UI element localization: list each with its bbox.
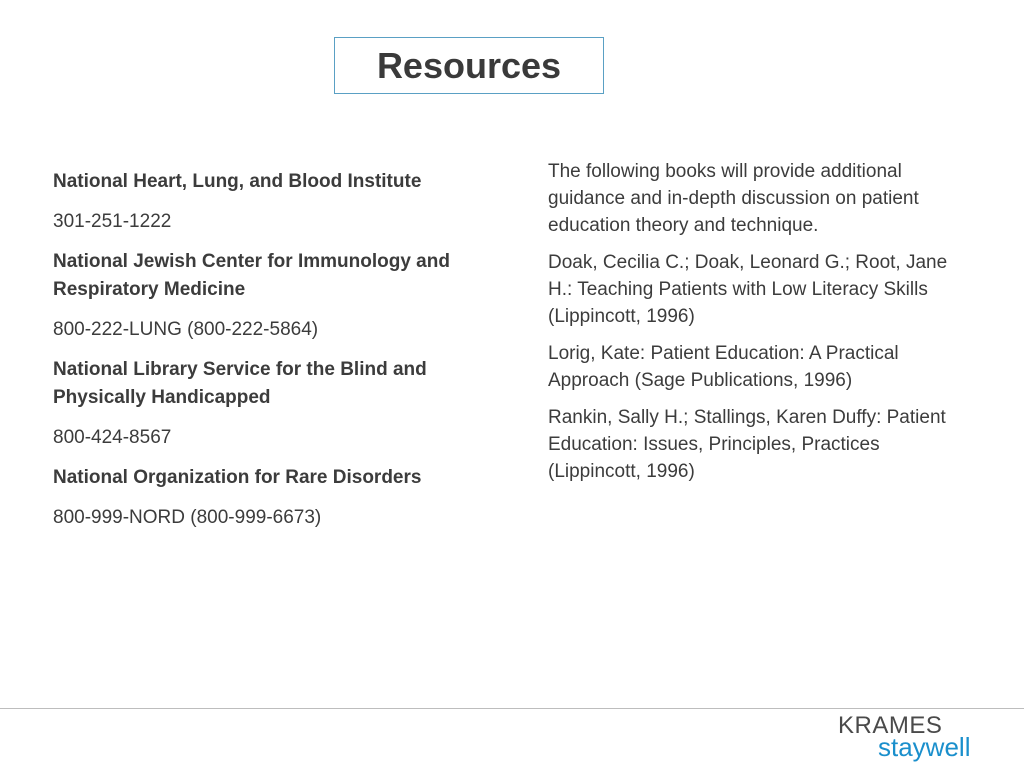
krames-staywell-logo (838, 712, 978, 764)
book-citation: Doak, Cecilia C.; Doak, Leonard G.; Root, Jane H.: Teaching Patients with Low Literacy Skills (Lippincott, 1996) (548, 252, 948, 327)
org-name: National Heart, Lung, and Blood Institute (53, 171, 422, 192)
books-list (548, 158, 968, 495)
org-phone: 800-222-LUNG (800-222-5864) (53, 319, 319, 340)
org-phone: 301-251-1222 (53, 211, 172, 232)
org-item (53, 356, 523, 452)
footer-divider (0, 708, 1024, 709)
org-item (53, 248, 523, 344)
organizations-list (53, 168, 523, 544)
org-name: National Library Service for the Blind and Physically Handicapped (53, 359, 427, 408)
org-item (53, 168, 523, 236)
page-title: Resources (376, 44, 562, 86)
book-citation: Lorig, Kate: Patient Education: A Practical Approach (Sage Publications, 1996) (548, 343, 899, 391)
title-box (334, 37, 604, 94)
org-item (53, 464, 523, 532)
org-phone: 800-999-NORD (800-999-6673) (53, 507, 322, 528)
org-name: National Organization for Rare Disorders (53, 467, 422, 488)
logo-staywell-text: staywell (878, 732, 971, 762)
book-citation: Rankin, Sally H.; Stallings, Karen Duffy: Patient Education: Issues, Principles, Practices (Lippincott, 1996) (548, 407, 946, 482)
org-name: National Jewish Center for Immunology and Respiratory Medicine (53, 251, 450, 300)
books-intro: The following books will provide additional guidance and in-depth discussion on patient education theory and technique. (548, 161, 919, 236)
org-phone: 800-424-8567 (53, 427, 172, 448)
logo-krames-text: KRAMES (838, 712, 943, 739)
